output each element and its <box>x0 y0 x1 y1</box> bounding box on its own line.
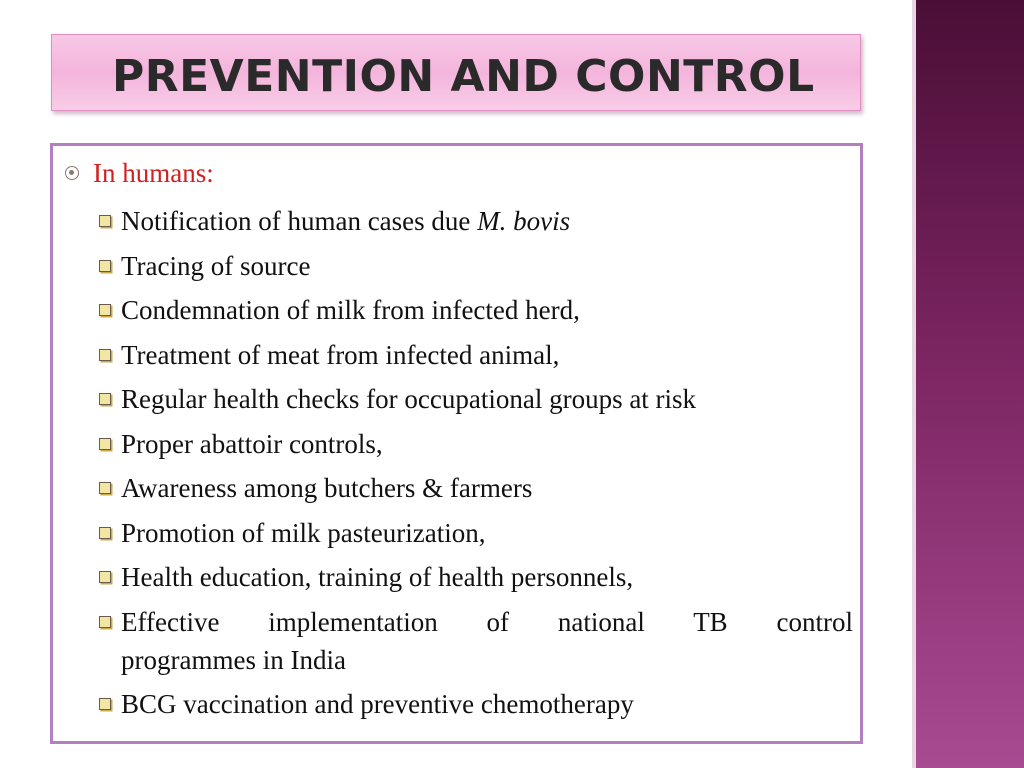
list-item-text: Regular health checks for occupational groups at risk <box>121 384 697 414</box>
square-bullet-icon <box>99 304 111 316</box>
content-box <box>50 143 863 744</box>
list-item-text-line2: programmes in India <box>121 644 346 675</box>
list-item <box>97 380 853 418</box>
list-item <box>97 247 853 285</box>
list-item-text: Awareness among butchers & farmers <box>121 473 533 503</box>
square-bullet-icon <box>99 438 111 450</box>
square-bullet-icon <box>99 393 111 405</box>
species-name: M. bovis <box>477 206 571 236</box>
square-bullet-icon <box>99 349 111 361</box>
list-item-text: Treatment of meat from infected animal, <box>121 339 560 370</box>
slide-title: PREVENTION AND CONTROL <box>112 51 815 102</box>
list-item-text: Condemnation of milk from infected herd, <box>121 295 580 325</box>
list-item-text: Proper abattoir controls, <box>121 428 383 459</box>
list-item <box>97 603 853 679</box>
circle-bullet-icon <box>65 166 79 180</box>
section-heading <box>65 156 214 190</box>
square-bullet-icon <box>99 698 111 710</box>
list-item <box>97 202 853 240</box>
list-item-text: Promotion of milk pasteurization, <box>121 517 486 548</box>
list-item <box>97 685 853 723</box>
list-item-text: Notification of human cases due <box>121 206 478 236</box>
list-item <box>97 469 853 507</box>
list-item <box>97 291 853 329</box>
list-item-text: Health education, training of health personnels, <box>121 562 634 592</box>
square-bullet-icon <box>99 215 111 227</box>
list-item <box>97 425 853 463</box>
square-bullet-icon <box>99 260 111 272</box>
list-item <box>97 514 853 552</box>
square-bullet-icon <box>99 616 111 628</box>
list-item-text-line1: Effective implementation of national TB control <box>121 606 853 637</box>
list-item-text: Tracing of source <box>121 250 311 281</box>
bullet-list <box>97 202 853 730</box>
square-bullet-icon <box>99 527 111 539</box>
square-bullet-icon <box>99 571 111 583</box>
list-item-text: BCG vaccination and preventive chemotherapy <box>121 689 634 719</box>
square-bullet-icon <box>99 482 111 494</box>
decorative-side-bar <box>912 0 1024 768</box>
list-item <box>97 336 853 374</box>
title-banner <box>51 34 861 111</box>
list-item <box>97 558 853 596</box>
section-heading-text: In humans: <box>93 158 214 188</box>
